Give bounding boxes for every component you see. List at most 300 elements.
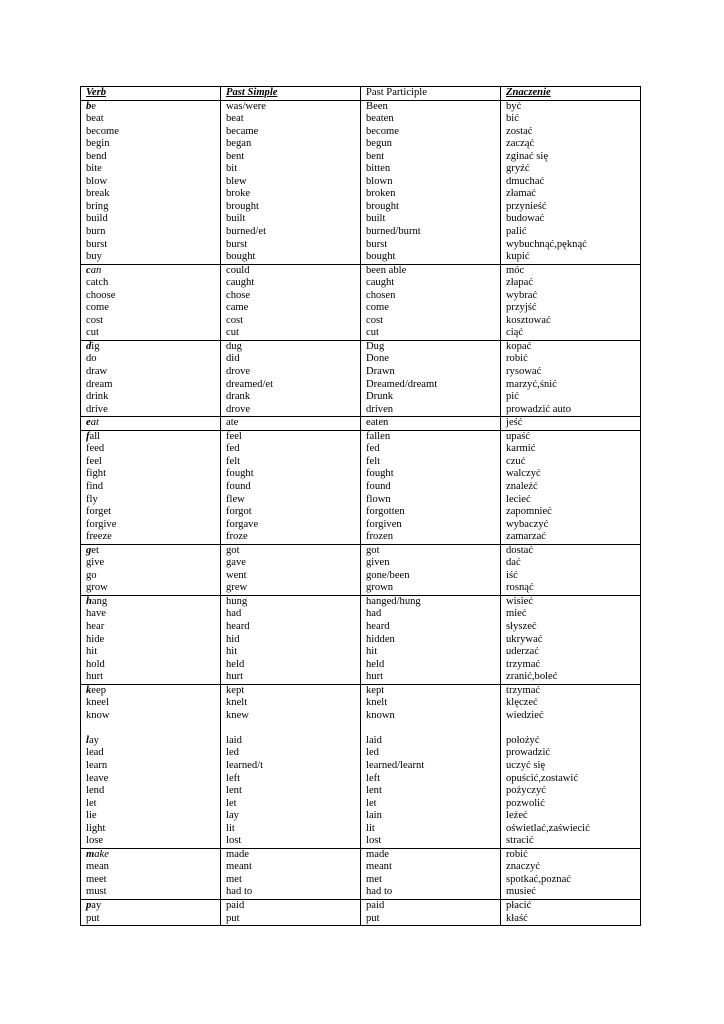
past-participle-cell: hurt [361, 671, 501, 684]
table-row [81, 163, 641, 176]
table-row [81, 634, 641, 647]
meaning-cell: złamać [501, 188, 641, 201]
verb-rest: an [90, 264, 102, 276]
past-participle-cell: lent [361, 785, 501, 798]
past-simple-cell: held [221, 659, 361, 672]
meaning-cell: spotkać,poznać [501, 874, 641, 887]
meaning-cell: robić [501, 353, 641, 366]
verb-initial-letter: m [86, 848, 95, 860]
meaning-cell: mieć [501, 608, 641, 621]
verb-cell: feel [81, 456, 221, 469]
verb-cell: choose [81, 290, 221, 303]
past-participle-cell [361, 722, 501, 735]
past-simple-cell: beat [221, 113, 361, 126]
verb-cell: fly [81, 494, 221, 507]
past-simple-cell: drank [221, 391, 361, 404]
meaning-cell: zapomnieć [501, 506, 641, 519]
meaning-cell: wybrać [501, 290, 641, 303]
verb-cell [81, 417, 221, 431]
verb-cell: cut [81, 327, 221, 340]
past-participle-cell: hidden [361, 634, 501, 647]
verb-cell: forget [81, 506, 221, 519]
past-participle-cell: chosen [361, 290, 501, 303]
verb-cell: freeze [81, 531, 221, 544]
table-row [81, 213, 641, 226]
table-row [81, 747, 641, 760]
meaning-cell: walczyć [501, 468, 641, 481]
past-participle-cell: bought [361, 251, 501, 264]
verb-cell [81, 735, 221, 748]
table-row [81, 100, 641, 113]
table-row [81, 519, 641, 532]
past-participle-cell: fed [361, 443, 501, 456]
table-row [81, 138, 641, 151]
verb-rest: ay [88, 734, 99, 746]
verb-cell [81, 900, 221, 913]
past-simple-cell: cost [221, 315, 361, 328]
past-simple-cell: fed [221, 443, 361, 456]
verb-cell: forgive [81, 519, 221, 532]
meaning-cell: złapać [501, 277, 641, 290]
verb-cell [81, 595, 221, 608]
meaning-cell: zamarzać [501, 531, 641, 544]
past-participle-cell: let [361, 798, 501, 811]
header-past-simple [221, 87, 361, 101]
verb-cell: bite [81, 163, 221, 176]
past-participle-cell: come [361, 302, 501, 315]
past-participle-cell: become [361, 126, 501, 139]
table-row [81, 557, 641, 570]
verb-initial-letter: c [86, 264, 91, 276]
past-participle-cell: Dreamed/dreamt [361, 379, 501, 392]
table-row [81, 404, 641, 417]
table-row [81, 798, 641, 811]
meaning-cell: pożyczyć [501, 785, 641, 798]
meaning-cell: upaść [501, 430, 641, 443]
meaning-cell: gryźć [501, 163, 641, 176]
header-past-participle-label: Past Participle [366, 87, 427, 98]
verb-cell [81, 264, 221, 277]
meaning-cell: dmuchać [501, 176, 641, 189]
past-participle-cell: frozen [361, 531, 501, 544]
table-header-row [81, 87, 641, 101]
past-participle-cell: flown [361, 494, 501, 507]
past-participle-cell: caught [361, 277, 501, 290]
past-participle-cell: meant [361, 861, 501, 874]
verb-initial-letter: k [86, 684, 92, 696]
past-simple-cell: lay [221, 810, 361, 823]
past-participle-cell: left [361, 773, 501, 786]
meaning-cell: położyć [501, 735, 641, 748]
meaning-cell: zacząć [501, 138, 641, 151]
past-simple-cell: dreamed/et [221, 379, 361, 392]
past-simple-cell: became [221, 126, 361, 139]
past-simple-cell: laid [221, 735, 361, 748]
verb-initial-letter: d [86, 340, 92, 352]
verb-rest: e [91, 100, 96, 112]
past-participle-cell: bent [361, 151, 501, 164]
verb-rest: eep [91, 684, 106, 696]
past-simple-cell: forgot [221, 506, 361, 519]
table-row [81, 735, 641, 748]
verb-cell: drink [81, 391, 221, 404]
table-row [81, 443, 641, 456]
past-participle-cell: hanged/hung [361, 595, 501, 608]
verb-cell [81, 848, 221, 861]
table-row [81, 176, 641, 189]
meaning-cell: bić [501, 113, 641, 126]
meaning-cell: zranić,boleć [501, 671, 641, 684]
verb-cell: light [81, 823, 221, 836]
table-row [81, 315, 641, 328]
verb-cell: meet [81, 874, 221, 887]
verb-cell: hide [81, 634, 221, 647]
past-simple-cell: bent [221, 151, 361, 164]
past-participle-cell: hit [361, 646, 501, 659]
meaning-cell: karmić [501, 443, 641, 456]
past-simple-cell: knelt [221, 697, 361, 710]
meaning-cell: lecieć [501, 494, 641, 507]
table-row [81, 544, 641, 557]
past-participle-cell: cut [361, 327, 501, 340]
table-row [81, 773, 641, 786]
meaning-cell: opuścić,zostawić [501, 773, 641, 786]
table-row [81, 239, 641, 252]
past-simple-cell: let [221, 798, 361, 811]
past-participle-cell: been able [361, 264, 501, 277]
meaning-cell: znaczyć [501, 861, 641, 874]
table-row [81, 226, 641, 239]
meaning-cell: rosnąć [501, 582, 641, 595]
verb-rest: at [90, 417, 99, 429]
verb-cell: draw [81, 366, 221, 379]
verb-cell: mean [81, 861, 221, 874]
past-participle-cell: had [361, 608, 501, 621]
past-simple-cell: cut [221, 327, 361, 340]
meaning-cell: robić [501, 848, 641, 861]
past-participle-cell: knelt [361, 697, 501, 710]
header-verb-label: Verb [86, 87, 107, 98]
meaning-cell [501, 722, 641, 735]
meaning-cell: kopać [501, 340, 641, 353]
past-simple-cell: kept [221, 684, 361, 697]
past-simple-cell: paid [221, 900, 361, 913]
meaning-cell: trzymać [501, 659, 641, 672]
verb-cell: bend [81, 151, 221, 164]
verb-cell: come [81, 302, 221, 315]
meaning-cell: wiedzieć [501, 710, 641, 723]
past-participle-cell: paid [361, 900, 501, 913]
table-row [81, 570, 641, 583]
past-simple-cell: bit [221, 163, 361, 176]
meaning-cell: ciąć [501, 327, 641, 340]
table-row [81, 366, 641, 379]
past-simple-cell: got [221, 544, 361, 557]
meaning-cell: iść [501, 570, 641, 583]
meaning-cell: wisieć [501, 595, 641, 608]
header-meaning-label: Znaczenie [506, 87, 551, 98]
past-simple-cell: broke [221, 188, 361, 201]
verb-cell: buy [81, 251, 221, 264]
verb-initial-letter: f [86, 430, 90, 442]
verb-cell: lose [81, 835, 221, 848]
past-participle-cell: Dug [361, 340, 501, 353]
verb-cell: leave [81, 773, 221, 786]
table-row [81, 417, 641, 431]
meaning-cell: dostać [501, 544, 641, 557]
past-simple-cell: fought [221, 468, 361, 481]
past-simple-cell: gave [221, 557, 361, 570]
past-participle-cell: Done [361, 353, 501, 366]
past-participle-cell: lost [361, 835, 501, 848]
verb-cell: give [81, 557, 221, 570]
past-simple-cell: was/were [221, 100, 361, 113]
past-simple-cell: heard [221, 621, 361, 634]
meaning-cell: prowadzić [501, 747, 641, 760]
meaning-cell: leżeć [501, 810, 641, 823]
past-participle-cell: lain [361, 810, 501, 823]
table-row [81, 697, 641, 710]
past-simple-cell: had [221, 608, 361, 621]
past-participle-cell: beaten [361, 113, 501, 126]
table-row [81, 874, 641, 887]
verb-cell: kneel [81, 697, 221, 710]
past-participle-cell: blown [361, 176, 501, 189]
past-simple-cell: bought [221, 251, 361, 264]
table-row [81, 290, 641, 303]
table-row [81, 810, 641, 823]
table-row [81, 582, 641, 595]
verb-cell: fight [81, 468, 221, 481]
verb-cell: go [81, 570, 221, 583]
table-row [81, 302, 641, 315]
verb-initial-letter: b [86, 100, 92, 112]
verb-cell: lend [81, 785, 221, 798]
past-simple-cell: hurt [221, 671, 361, 684]
meaning-cell: dać [501, 557, 641, 570]
table-row [81, 900, 641, 913]
verb-cell: feed [81, 443, 221, 456]
past-simple-cell: lost [221, 835, 361, 848]
past-participle-cell: forgiven [361, 519, 501, 532]
past-participle-cell: felt [361, 456, 501, 469]
past-simple-cell: brought [221, 201, 361, 214]
past-simple-cell [221, 722, 361, 735]
table-row [81, 621, 641, 634]
past-participle-cell: Drunk [361, 391, 501, 404]
past-participle-cell: given [361, 557, 501, 570]
table-row [81, 277, 641, 290]
verb-cell [81, 100, 221, 113]
past-participle-cell: grown [361, 582, 501, 595]
verb-cell: have [81, 608, 221, 621]
verb-cell: hit [81, 646, 221, 659]
verb-initial-letter: l [86, 734, 89, 746]
past-participle-cell: eaten [361, 417, 501, 431]
verb-cell: hurt [81, 671, 221, 684]
meaning-cell: zostać [501, 126, 641, 139]
past-participle-cell: broken [361, 188, 501, 201]
past-participle-cell: burned/burnt [361, 226, 501, 239]
past-participle-cell: lit [361, 823, 501, 836]
past-simple-cell: had to [221, 886, 361, 899]
past-participle-cell: fallen [361, 430, 501, 443]
table-row [81, 379, 641, 392]
past-simple-cell: felt [221, 456, 361, 469]
verb-cell: hold [81, 659, 221, 672]
meaning-cell: musieć [501, 886, 641, 899]
meaning-cell: ukrywać [501, 634, 641, 647]
past-participle-cell: kept [361, 684, 501, 697]
past-participle-cell: learned/learnt [361, 760, 501, 773]
meaning-cell: przyjść [501, 302, 641, 315]
past-simple-cell: dug [221, 340, 361, 353]
verb-cell: put [81, 913, 221, 926]
past-participle-cell: put [361, 913, 501, 926]
past-simple-cell: built [221, 213, 361, 226]
table-row [81, 531, 641, 544]
past-simple-cell: put [221, 913, 361, 926]
meaning-cell: móc [501, 264, 641, 277]
table-row [81, 835, 641, 848]
table-row [81, 595, 641, 608]
verb-cell: find [81, 481, 221, 494]
verb-cell [81, 430, 221, 443]
verb-rest: ang [91, 595, 108, 607]
verb-cell: know [81, 710, 221, 723]
meaning-cell: być [501, 100, 641, 113]
verb-cell: learn [81, 760, 221, 773]
meaning-cell: klęczeć [501, 697, 641, 710]
past-participle-cell: held [361, 659, 501, 672]
meaning-cell: uderzać [501, 646, 641, 659]
verb-cell: build [81, 213, 221, 226]
irregular-verbs-table [80, 86, 641, 926]
meaning-cell: jeść [501, 417, 641, 431]
past-simple-cell: hung [221, 595, 361, 608]
verb-cell [81, 684, 221, 697]
past-participle-cell: heard [361, 621, 501, 634]
past-simple-cell: froze [221, 531, 361, 544]
table-row [81, 327, 641, 340]
verb-cell: bring [81, 201, 221, 214]
meaning-cell: słyszeć [501, 621, 641, 634]
past-simple-cell: burst [221, 239, 361, 252]
verb-cell: beat [81, 113, 221, 126]
past-simple-cell: feel [221, 430, 361, 443]
table-row [81, 608, 641, 621]
verb-cell: must [81, 886, 221, 899]
past-participle-cell: found [361, 481, 501, 494]
past-participle-cell: Been [361, 100, 501, 113]
verb-cell: burst [81, 239, 221, 252]
past-participle-cell: laid [361, 735, 501, 748]
past-participle-cell: gone/been [361, 570, 501, 583]
table-row [81, 913, 641, 926]
past-simple-cell: caught [221, 277, 361, 290]
verb-cell: lie [81, 810, 221, 823]
past-simple-cell: hit [221, 646, 361, 659]
past-simple-cell: could [221, 264, 361, 277]
meaning-cell: marzyć,śnić [501, 379, 641, 392]
verb-cell [81, 340, 221, 353]
table-row [81, 861, 641, 874]
meaning-cell: budować [501, 213, 641, 226]
meaning-cell: pić [501, 391, 641, 404]
meaning-cell: kupić [501, 251, 641, 264]
verb-initial-letter: g [86, 544, 92, 556]
past-simple-cell: lent [221, 785, 361, 798]
meaning-cell: wybaczyć [501, 519, 641, 532]
header-past-participle [361, 87, 501, 101]
verb-cell: burn [81, 226, 221, 239]
past-simple-cell: began [221, 138, 361, 151]
past-participle-cell: built [361, 213, 501, 226]
table-row [81, 353, 641, 366]
verb-cell: drive [81, 404, 221, 417]
verb-rest: et [91, 544, 99, 556]
meaning-cell: kłaść [501, 913, 641, 926]
past-participle-cell: led [361, 747, 501, 760]
table-row [81, 494, 641, 507]
past-simple-cell: learned/t [221, 760, 361, 773]
verb-cell: let [81, 798, 221, 811]
meaning-cell: wybuchnąć,pęknąć [501, 239, 641, 252]
meaning-cell: przynieść [501, 201, 641, 214]
header-past-simple-label: Past Simple [226, 87, 278, 98]
table-row [81, 710, 641, 723]
past-simple-cell: knew [221, 710, 361, 723]
verb-cell: grow [81, 582, 221, 595]
verb-cell: become [81, 126, 221, 139]
table-row [81, 456, 641, 469]
past-simple-cell: chose [221, 290, 361, 303]
verb-cell: blow [81, 176, 221, 189]
meaning-cell: czuć [501, 456, 641, 469]
verb-cell [81, 722, 221, 735]
past-simple-cell: grew [221, 582, 361, 595]
past-participle-cell: bitten [361, 163, 501, 176]
past-participle-cell: forgotten [361, 506, 501, 519]
table-row [81, 671, 641, 684]
past-participle-cell: burst [361, 239, 501, 252]
past-simple-cell: left [221, 773, 361, 786]
past-simple-cell: lit [221, 823, 361, 836]
past-simple-cell: came [221, 302, 361, 315]
verb-rest: ig [91, 340, 100, 352]
meaning-cell: oświetlać,zaświecić [501, 823, 641, 836]
verb-cell: break [81, 188, 221, 201]
verb-cell: lead [81, 747, 221, 760]
table-row [81, 468, 641, 481]
meaning-cell: płacić [501, 900, 641, 913]
table-row [81, 430, 641, 443]
verb-cell: cost [81, 315, 221, 328]
meaning-cell: trzymać [501, 684, 641, 697]
past-simple-cell: did [221, 353, 361, 366]
verb-cell [81, 544, 221, 557]
verb-cell: catch [81, 277, 221, 290]
past-participle-cell: met [361, 874, 501, 887]
meaning-cell: pozwolić [501, 798, 641, 811]
verb-initial-letter: h [86, 595, 92, 607]
table-row [81, 506, 641, 519]
table-row [81, 188, 641, 201]
meaning-cell: rysować [501, 366, 641, 379]
verb-initial-letter: p [86, 900, 92, 911]
past-simple-cell: led [221, 747, 361, 760]
past-simple-cell: hid [221, 634, 361, 647]
